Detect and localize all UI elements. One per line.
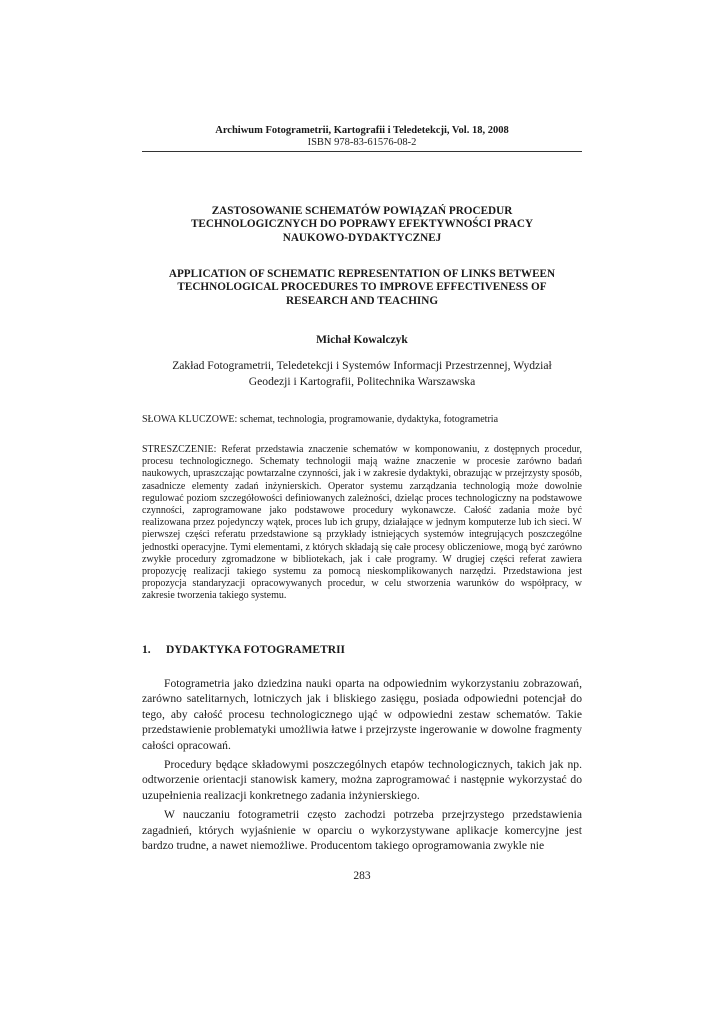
section-heading	[142, 644, 582, 656]
affiliation-line: Zakład Fotogrametrii, Teledetekcji i Systemów Informacji Przestrzennej, Wydział	[172, 359, 552, 372]
keywords: SŁOWA KLUCZOWE: schemat, technologia, programowanie, dydaktyka, fotogrametria	[142, 414, 499, 425]
section-number: 1.	[142, 644, 151, 656]
page-number: 283	[353, 870, 371, 882]
title-pl-line: TECHNOLOGICZNYCH DO POPRAWY EFEKTYWNOŚCI PRACY	[190, 218, 534, 231]
body-paragraph: Fotogrametria jako dziedzina nauki oparta na odpowiednim wykorzystaniu zobrazowań, zarówno satelitarnych, lotniczych jak i bliskiego zasięgu, posiada odpowiedni potencjał do tego, aby całość procesu technologicznego ująć w odpowiedni zestaw schematów. Takie przedstawienie problematyki umożliwia łatwe i przejrzyste ingerowanie w dowolne fragmenty całości opracowań.	[142, 677, 582, 752]
title-english	[142, 268, 582, 308]
title-en-line: RESEARCH AND TEACHING	[285, 294, 439, 307]
title-en-line: TECHNOLOGICAL PROCEDURES TO IMPROVE EFFECTIVENESS OF	[177, 281, 547, 294]
title-pl-line: NAUKOWO-DYDAKTYCZNEJ	[282, 231, 442, 244]
affiliation-line: Geodezji i Kartografii, Politechnika Warszawska	[248, 374, 476, 388]
header-rule	[142, 151, 582, 152]
section-title: DYDAKTYKA FOTOGRAMETRII	[166, 644, 346, 656]
body-paragraph: W nauczaniu fotogrametrii często zachodzi potrzeba przejrzystego przedstawienia zagadnień, których wyjaśnienie w oparciu o wykorzystywane aplikacje komercyjne jest bardzo trudne, a nawet niemożliwe. Producentom takiego oprogramowania zwykle nie	[142, 808, 582, 853]
title-pl-line: ZASTOSOWANIE SCHEMATÓW POWIĄZAŃ PROCEDUR	[211, 205, 513, 217]
affiliation	[142, 358, 582, 389]
isbn-line: ISBN 978-83-61576-08-2	[307, 137, 417, 148]
author-name: Michał Kowalczyk	[316, 334, 408, 346]
body-text	[142, 676, 582, 857]
journal-header: Archiwum Fotogrametrii, Kartografii i Teledetekcji, Vol. 18, 2008	[215, 125, 509, 136]
title-polish	[142, 205, 582, 245]
body-paragraph: Procedury będące składowymi poszczególnych etapów technologicznych, takich jak np. odtworzenie orientacji stanowisk kamery, można zaprogramować i następnie wykorzystać do uzupełnienia realizacji konkretnego zadania inżynierskiego.	[142, 758, 582, 802]
abstract: STRESZCZENIE: Referat przedstawia znaczenie schematów w komponowaniu, z dostępnych procedur, procesu technologicznego. Schematy technologii mają ważne znaczenie w procesie zarówno badań naukowych, upraszczając powtarzalne czynności, jak i w zakresie dydaktyki, obrazując w przejrzysty sposób, zasadnicze elementy zadań inżynierskich. Operator systemu zarządzania technologią może dowolnie regulować poziom szczegółowości definiowanych zależności, dzieląc proces technologiczny na podstawowe czynności, zaprogramowane jako podstawowe procedury wykonawcze. Całość zadania może być realizowana przez pojedynczy wątek, proces lub ich grupy, działające w jednym komputerze lub ich sieci. W pierwszej części referatu przedstawione są przykłady istniejących systemów integrujących poszczególne jednostki operacyjne. Tymi elementami, z których składają się całe procesy obliczeniowe, mogą być zarówno zwykłe procedury zgromadzone w bibliotekach, jak i całe programy. W drugiej części referat zawiera propozycję realizacji takiego systemu za pomocą nieskomplikowanych narzędzi. Przedstawiona jest propozycja standaryzacji opracowywanych procedur, w celu stworzenia warunków do współpracy, w zakresie tworzenia takiego systemu.	[142, 444, 582, 602]
title-en-line: APPLICATION OF SCHEMATIC REPRESENTATION OF LINKS BETWEEN	[168, 268, 556, 280]
